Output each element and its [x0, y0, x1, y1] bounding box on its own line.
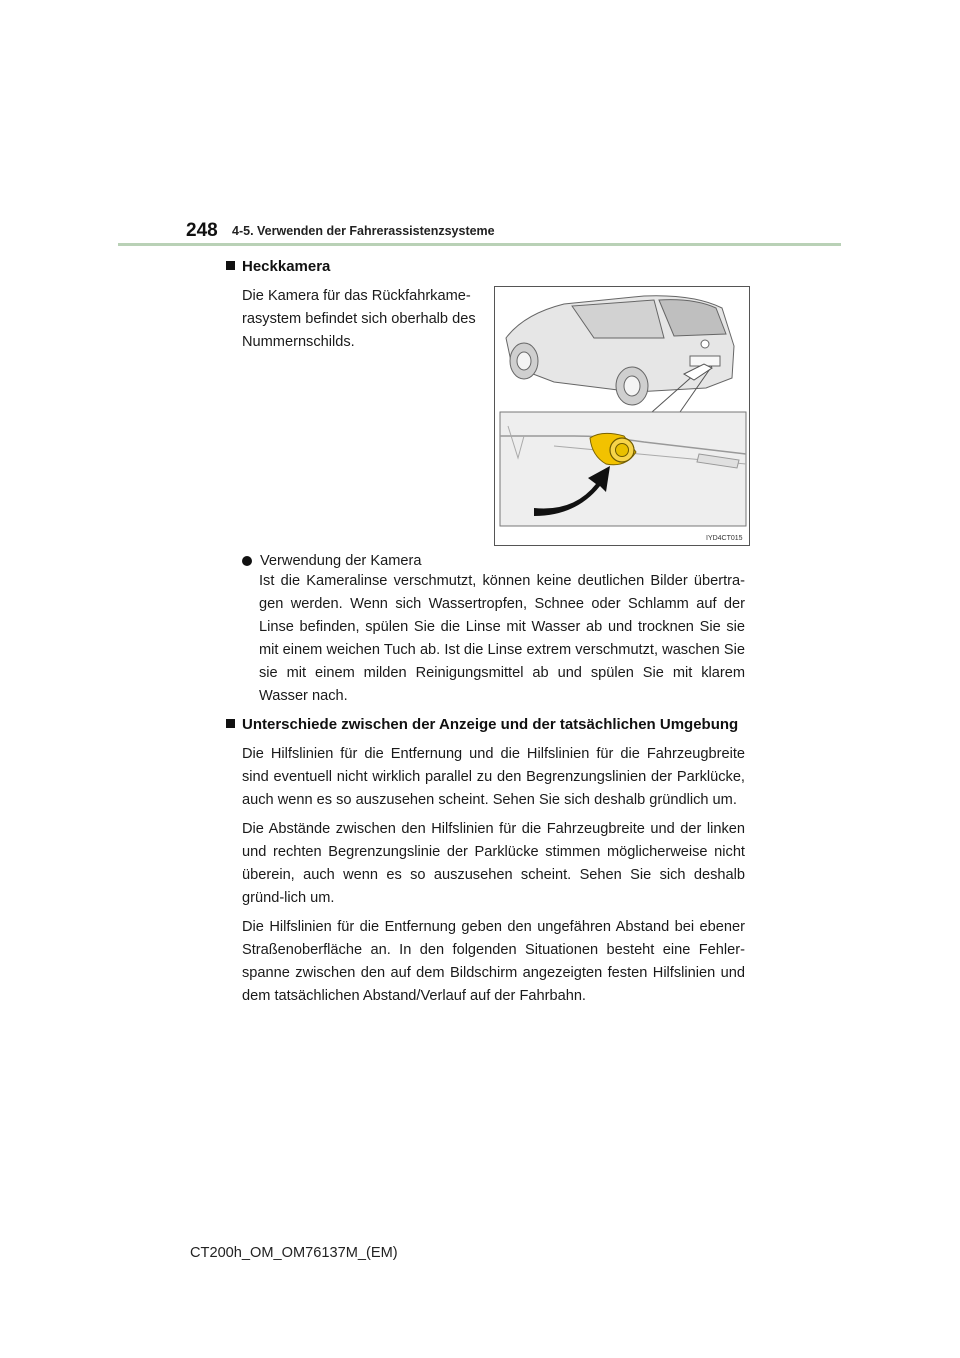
bullet-title: Verwendung der Kamera: [260, 553, 422, 569]
rear-camera-illustration: [494, 286, 750, 546]
paragraph-3: Die Hilfslinien für die Entfernung geben den ungefähren Abstand bei ebener Straßenoberfläche an. In den folgenden Situationen besteht eine Fehler-spanne zwischen den auf dem Bildschirm angezeigten festen Hilfslinien und dem tatsächlichen Abstand/Verlauf auf der Fahrbahn.: [242, 919, 745, 1004]
heading-heckkamera: [226, 258, 330, 275]
bullet-kamera-verwendung: [242, 553, 421, 569]
section-title: 4-5. Verwenden der Fahrerassistenzsysteme: [232, 224, 495, 238]
page-number: 248: [186, 220, 218, 241]
square-bullet-icon: [226, 719, 235, 728]
heading-heckkamera-text: Heckkamera: [242, 258, 331, 275]
square-bullet-icon: [226, 261, 235, 270]
header-divider: [118, 243, 841, 246]
intro-paragraph: Die Kamera für das Rückfahrkame-rasystem befindet sich oberhalb des Nummernschilds.: [242, 288, 476, 350]
round-bullet-icon: [242, 556, 252, 566]
document-code: CT200h_OM_OM76137M_(EM): [190, 1245, 398, 1261]
figure-code: IYD4CT015: [706, 535, 743, 542]
heading-unterschiede: [226, 716, 738, 733]
heading-unterschiede-text: Unterschiede zwischen der Anzeige und der tatsächlichen Umgebung: [242, 716, 739, 733]
paragraph-1: Die Hilfslinien für die Entfernung und die Hilfslinien für die Fahrzeugbreite sind eventuell nicht wirklich parallel zu den Begrenzungslinien der Parklücke, auch wenn es so auszusehen scheint. Sehen Sie sich deshalb gründlich um.: [242, 746, 745, 808]
bullet-paragraph: Ist die Kameralinse verschmutzt, können keine deutlichen Bilder übertra-gen werden. Wenn sich Wassertropfen, Schnee oder Schlamm auf der Linse befinden, spülen Sie die Linse mit Wasser ab und trocknen Sie sie mit einem weichen Tuch ab. Ist die Linse extrem verschmutzt, waschen Sie sie mit einem milden Reinigungsmittel ab und spülen Sie mit klarem Wasser nach.: [259, 573, 745, 704]
paragraph-2: Die Abstände zwischen den Hilfslinien für die Fahrzeugbreite und der linken und rechten Begrenzungslinie der Parklücke stimmen möglicherweise nicht überein, auch wenn es so auszusehen scheint. Sehen Sie sich deshalb gründ-lich um.: [242, 821, 745, 906]
